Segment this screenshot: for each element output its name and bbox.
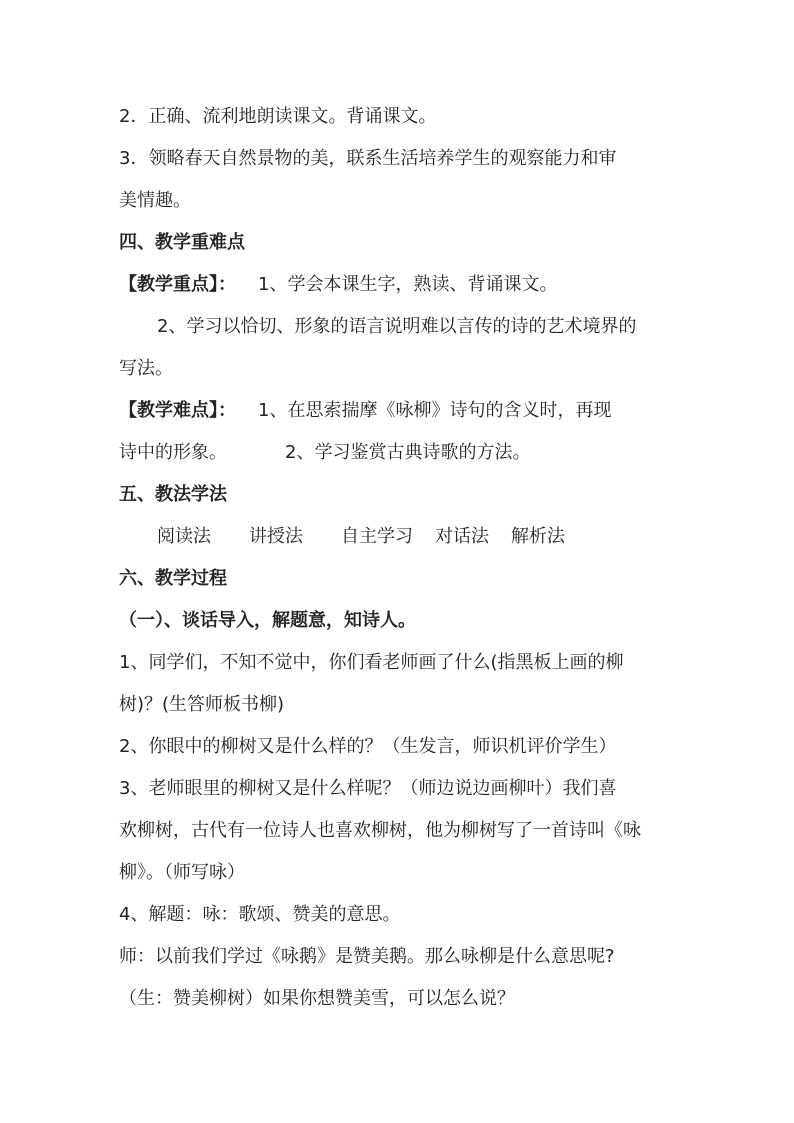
section-heading-5: 五、教法学法 xyxy=(119,484,227,505)
difficult-point-1-cont: 诗中的形象。 xyxy=(119,442,227,463)
method-item: 解析法 xyxy=(511,526,565,547)
key-points-line xyxy=(119,264,678,306)
objective-2: 2．正确、流利地朗读课文。背诵课文。 xyxy=(119,106,437,127)
key-point-1: 1、学会本课生字，熟读、背诵课文。 xyxy=(258,274,558,295)
process-step-2: 2、你眼中的柳树又是什么样的？（生发言，师识机评价学生） xyxy=(119,736,617,757)
methods-list xyxy=(157,516,678,558)
teacher-question-line2: （生：赞美柳树）如果你想赞美雪，可以怎么说？ xyxy=(119,988,515,1009)
process-step-4: 4、解题：咏：歌颂、赞美的意思。 xyxy=(119,904,401,925)
process-step-3-line2: 欢柳树，古代有一位诗人也喜欢柳树，他为柳树写了一首诗叫《咏 xyxy=(119,820,641,841)
objective-3-line1: 3．领略春天自然景物的美，联系生活培养学生的观察能力和审 xyxy=(119,148,617,169)
section-heading-4: 四、教学重难点 xyxy=(119,232,245,253)
difficult-points-line2 xyxy=(119,432,678,474)
key-point-2-line2: 写法。 xyxy=(119,358,173,379)
key-points-label: 【教学重点】： xyxy=(119,274,236,295)
difficult-points-line xyxy=(119,390,678,432)
process-step-1-line2: 树)？(生答师板书柳) xyxy=(119,694,285,715)
process-step-3-line1: 3、老师眼里的柳树又是什么样呢？（师边说边画柳叶）我们喜 xyxy=(119,778,617,799)
method-item: 阅读法 xyxy=(157,526,211,547)
section-heading-6: 六、教学过程 xyxy=(119,568,227,589)
difficult-point-2: 2、学习鉴赏古典诗歌的方法。 xyxy=(285,442,531,463)
teacher-question-line1: 师：以前我们学过《咏鹅》是赞美鹅。那么咏柳是什么意思呢? xyxy=(119,946,615,967)
key-point-2-line1: 2、学习以恰切、形象的语言说明难以言传的诗的艺术境界的 xyxy=(157,316,637,337)
method-item: 讲授法 xyxy=(249,526,303,547)
subsection-heading-1: （一）、谈话导入，解题意，知诗人。 xyxy=(119,610,416,631)
objective-3-line2: 美情趣。 xyxy=(119,190,191,211)
process-step-3-line3: 柳》。（师写咏） xyxy=(119,862,245,883)
difficult-points-label: 【教学难点】： xyxy=(119,400,236,421)
method-item: 自主学习 xyxy=(341,526,413,547)
method-item: 对话法 xyxy=(435,526,489,547)
process-step-1-line1: 1、同学们，不知不觉中，你们看老师画了什么(指黑板上画的柳 xyxy=(119,652,624,673)
difficult-point-1: 1、在思索揣摩《咏柳》诗句的含义时，再现 xyxy=(258,400,612,421)
